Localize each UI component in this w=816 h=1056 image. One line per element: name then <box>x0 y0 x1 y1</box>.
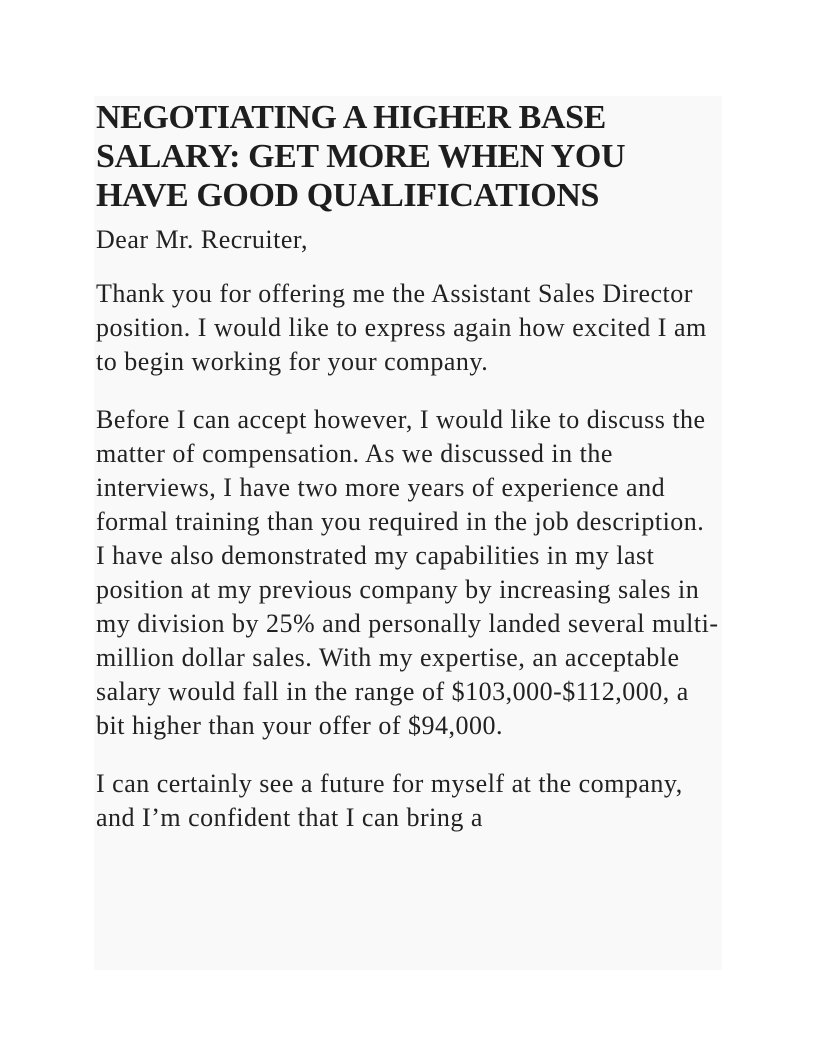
paragraph-compensation: Before I can accept however, I would like to discuss the matter of compensation. As we discussed in the interviews, I have two more years of experience and formal training than you required in the job description. I have also demonstrated my capabilities in my last position at my previous company by increasing sales in my division by 25% and personally landed several multi-million dollar sales. With my expertise, an acceptable salary would fall in the range of $103,000-$112,000, a bit higher than your offer of $94,000. <box>96 405 719 740</box>
paragraph-thank-you: Thank you for offering me the Assistant Sales Director position. I would like to express again how excited I am to begin working for your company. <box>96 279 707 376</box>
letter-panel <box>94 96 722 970</box>
paragraph-future: I can certainly see a future for myself at the company, and I’m confident that I can bring a <box>96 769 683 832</box>
salutation: Dear Mr. Recruiter, <box>96 225 309 254</box>
letter-content <box>96 96 720 835</box>
document-title: NEGOTIATING A HIGHER BASE SALARY: GET MORE WHEN YOU HAVE GOOD QUALIFICATIONS <box>96 99 626 214</box>
